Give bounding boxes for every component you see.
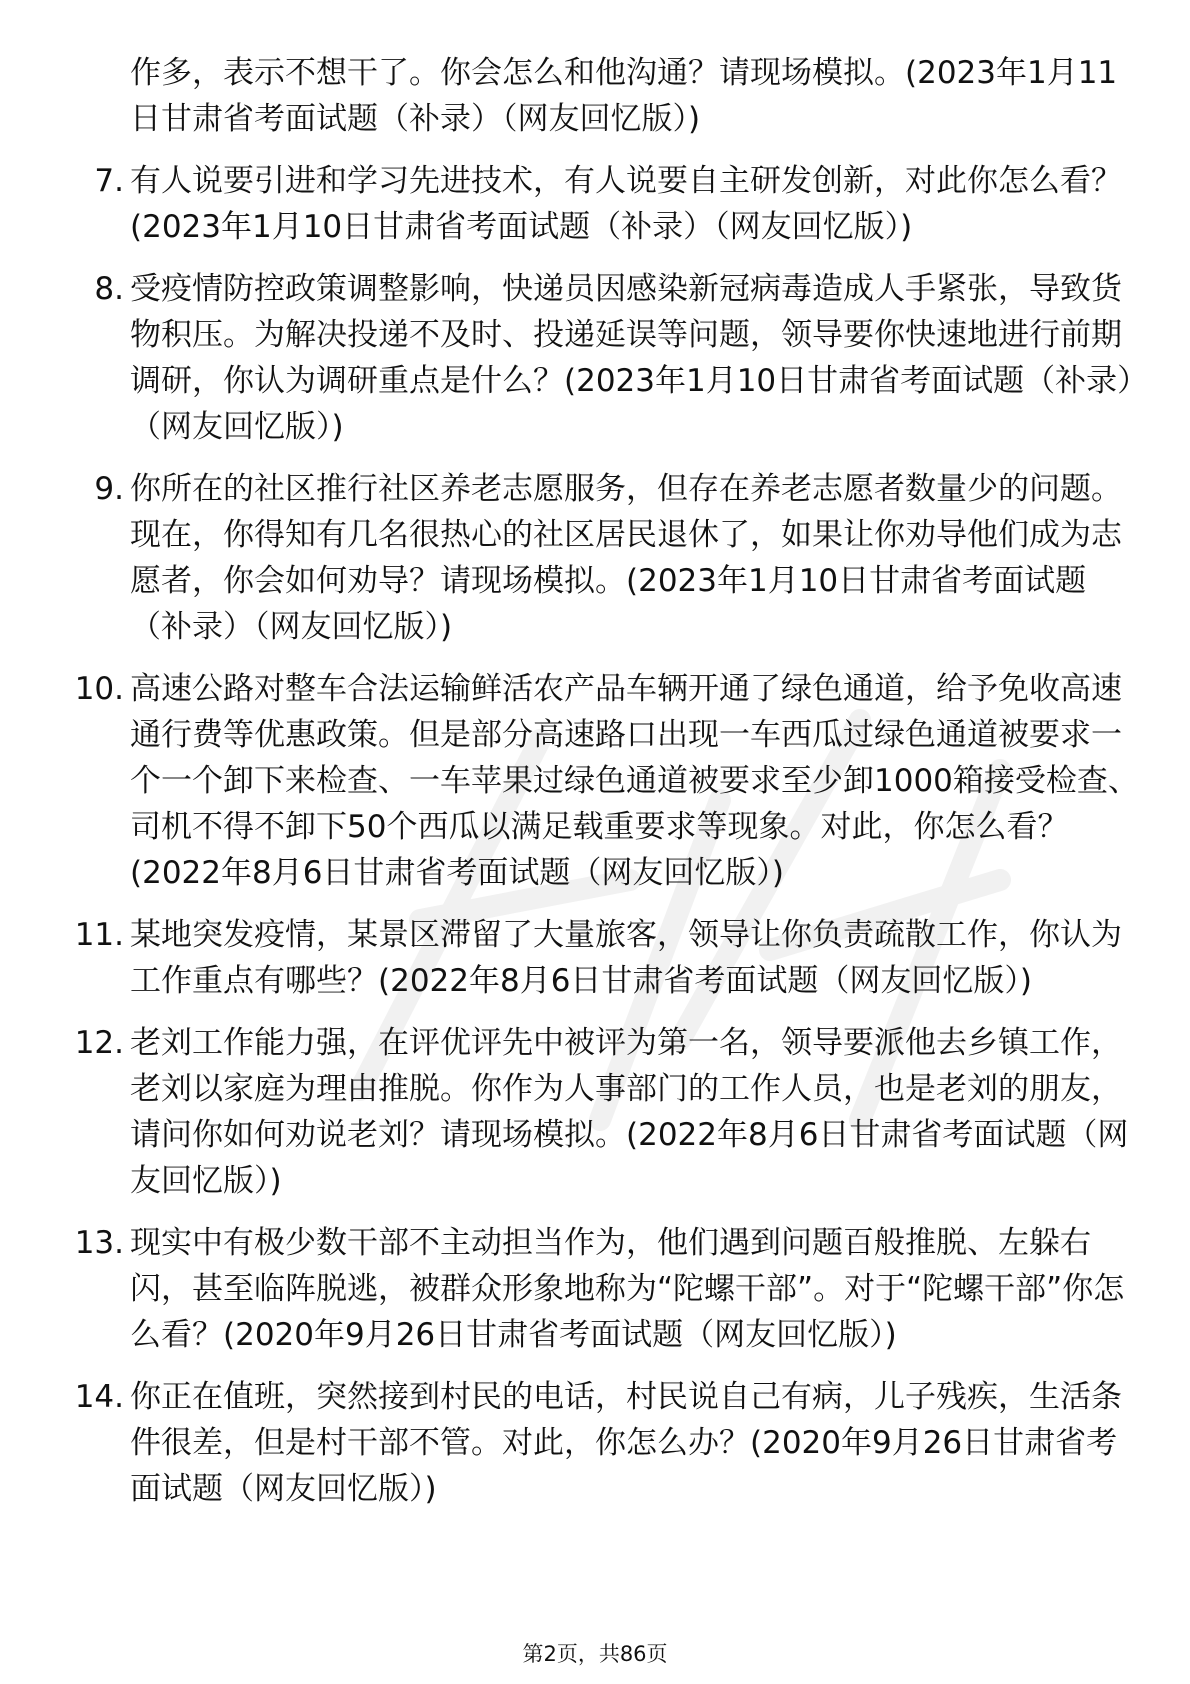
question-text: 受疫情防控政策调整影响，快递员因感染新冠病毒造成人手紧张，导致货物积压。为解决投递不及时、投递延误等问题，领导要你快速地进行前期调研，你认为调研重点是什么？(2023年1月10日甘肃省考面试题（补录）（网友回忆版）): [130, 271, 1133, 445]
question-text: 你所在的社区推行社区养老志愿服务，但存在养老志愿者数量少的问题。现在，你得知有几名很热心的社区居民退休了，如果让你劝导他们成为志愿者，你会如何劝导？请现场模拟。(2023年1月10日甘肃省考面试题（补录）（网友回忆版）): [130, 471, 1122, 645]
question-number: 8.: [94, 271, 124, 307]
question-number: 13.: [74, 1225, 124, 1261]
question-text: 你正在值班，突然接到村民的电话，村民说自己有病，儿子残疾，生活条件很差，但是村干部不管。对此，你怎么办？(2020年9月26日甘肃省考面试题（网友回忆版）): [130, 1379, 1122, 1507]
continued-question-text: 作多，表示不想干了。你会怎么和他沟通？请现场模拟。(2023年1月11日甘肃省考面试题（补录）（网友回忆版）): [130, 55, 1118, 137]
question-number: 11.: [74, 917, 124, 953]
question-item: [60, 912, 1140, 1004]
question-item: [60, 1374, 1140, 1512]
question-text: 有人说要引进和学习先进技术，有人说要自主研发创新，对此你怎么看？(2023年1月10日甘肃省考面试题（补录）（网友回忆版）): [130, 163, 1122, 245]
question-number: 9.: [94, 471, 124, 507]
question-number: 7.: [94, 163, 124, 199]
question-item: [60, 158, 1140, 250]
question-item: [60, 266, 1140, 450]
question-item: [60, 1020, 1140, 1204]
question-text: 某地突发疫情，某景区滞留了大量旅客，领导让你负责疏散工作，你认为工作重点有哪些？(2022年8月6日甘肃省考面试题（网友回忆版）): [130, 917, 1122, 999]
question-item: [60, 466, 1140, 650]
question-text: 高速公路对整车合法运输鲜活农产品车辆开通了绿色通道，给予免收高速通行费等优惠政策。但是部分高速路口出现一车西瓜过绿色通道被要求一个一个卸下来检查、一车苹果过绿色通道被要求至少卸1000箱接受检查、司机不得不卸下50个西瓜以满足载重要求等现象。对此，你怎么看？(2022年8月6日甘肃省考面试题（网友回忆版）): [130, 671, 1139, 891]
question-item: [60, 666, 1140, 896]
question-number: 12.: [74, 1025, 124, 1061]
question-item: [60, 1220, 1140, 1358]
page-footer: 第2页，共86页: [522, 1642, 668, 1666]
question-text: 老刘工作能力强，在评优评先中被评为第一名，领导要派他去乡镇工作，老刘以家庭为理由推脱。你作为人事部门的工作人员，也是老刘的朋友，请问你如何劝说老刘？请现场模拟。(2022年8月6日甘肃省考面试题（网友回忆版）): [130, 1025, 1129, 1199]
question-list: [60, 50, 1140, 1528]
question-number: 14.: [74, 1379, 124, 1415]
question-text: 现实中有极少数干部不主动担当作为，他们遇到问题百般推脱、左躲右闪，甚至临阵脱逃，被群众形象地称为“陀螺干部”。对于“陀螺干部”你怎么看？(2020年9月26日甘肃省考面试题（网友回忆版）): [130, 1225, 1125, 1353]
question-number: 10.: [74, 671, 124, 707]
